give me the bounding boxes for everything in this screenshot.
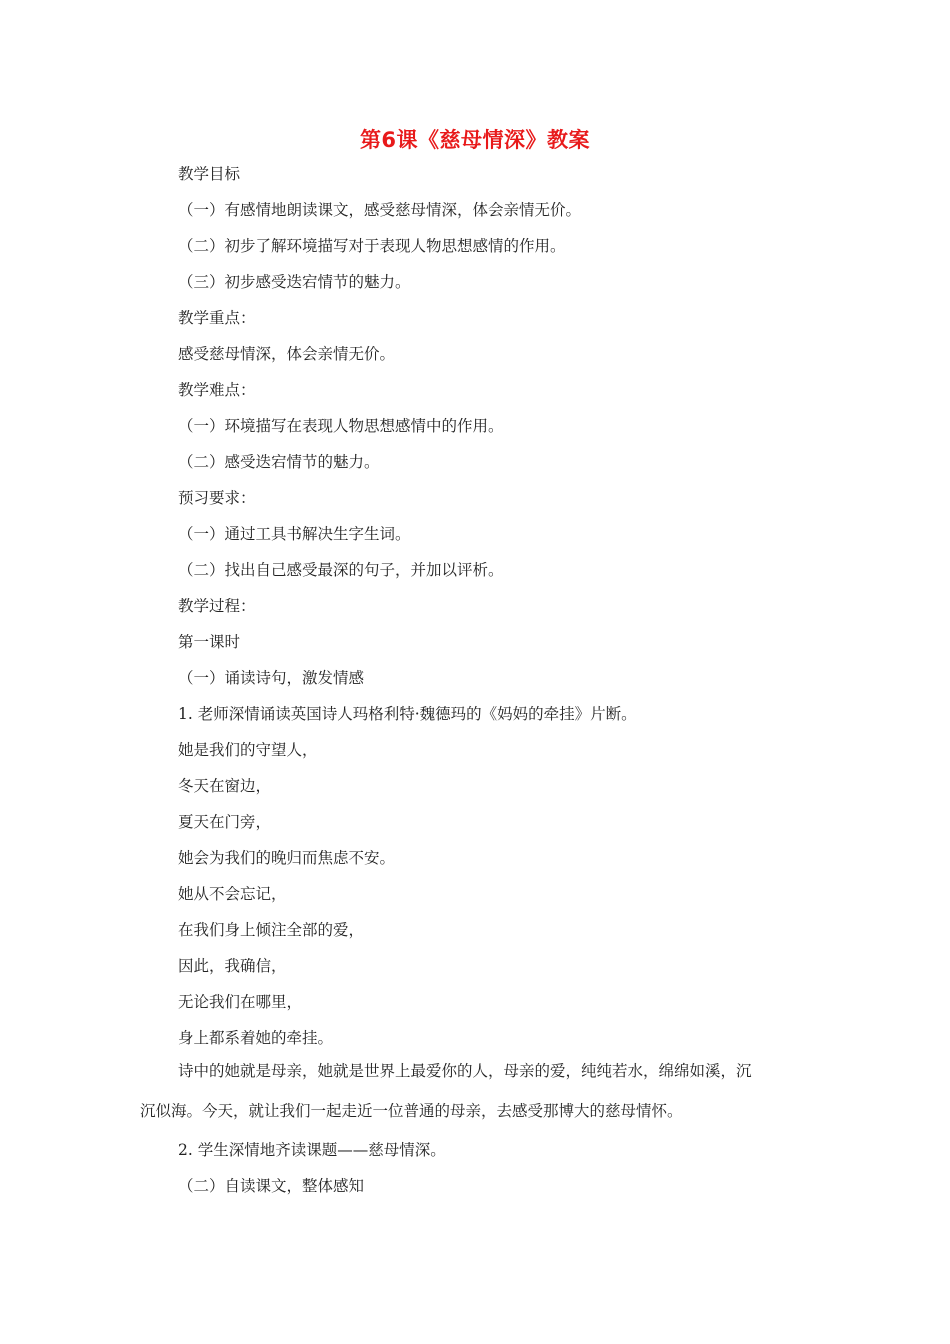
- document-line: 第一课时: [178, 633, 241, 651]
- document-line: 教学目标: [178, 165, 241, 183]
- document-line: （二）找出自己感受最深的句子，并加以评析。: [178, 561, 504, 579]
- document-line: 2. 学生深情地齐读课题——慈母情深。: [178, 1141, 446, 1159]
- document-line: （二）初步了解环境描写对于表现人物思想感情的作用。: [178, 237, 566, 255]
- document-line: 因此，我确信，: [178, 957, 287, 975]
- document-line: 教学重点：: [178, 309, 256, 327]
- document-line: 冬天在窗边，: [178, 777, 272, 795]
- document-line: （二）自读课文，整体感知: [178, 1177, 365, 1195]
- document-line: 教学难点：: [178, 381, 256, 399]
- document-line: 在我们身上倾注全部的爱，: [178, 921, 365, 939]
- paragraph-line-1: 诗中的她就是母亲，她就是世界上最爱你的人，母亲的爱，纯纯若水，绵绵如溪，沉: [178, 1062, 752, 1080]
- document-line: 她从不会忘记，: [178, 885, 287, 903]
- document-title: 第6课《慈母情深》教案: [359, 128, 591, 152]
- paragraph-line-2: 沉似海。今天，就让我们一起走近一位普通的母亲，去感受那博大的慈母情怀。: [140, 1102, 683, 1120]
- document-line: 教学过程：: [178, 597, 256, 615]
- document-line: 感受慈母情深，体会亲情无价。: [178, 345, 396, 363]
- document-line: 身上都系着她的牵挂。: [178, 1029, 334, 1047]
- document-line: 她是我们的守望人，: [178, 741, 318, 759]
- document-line: （一）通过工具书解决生字生词。: [178, 525, 411, 543]
- document-line: 夏天在门旁，: [178, 813, 272, 831]
- document-line: 她会为我们的晚归而焦虑不安。: [178, 849, 396, 867]
- document-line: （一）诵读诗句，激发情感: [178, 669, 365, 687]
- document-line: （一）环境描写在表现人物思想感情中的作用。: [178, 417, 504, 435]
- document-line: （二）感受迭宕情节的魅力。: [178, 453, 380, 471]
- document-line: 预习要求：: [178, 489, 256, 507]
- document-line: 1. 老师深情诵读英国诗人玛格利特·魏德玛的《妈妈的牵挂》片断。: [178, 705, 637, 723]
- document-line: （三）初步感受迭宕情节的魅力。: [178, 273, 411, 291]
- document-line: 无论我们在哪里，: [178, 993, 303, 1011]
- document-line: （一）有感情地朗读课文，感受慈母情深，体会亲情无价。: [178, 201, 582, 219]
